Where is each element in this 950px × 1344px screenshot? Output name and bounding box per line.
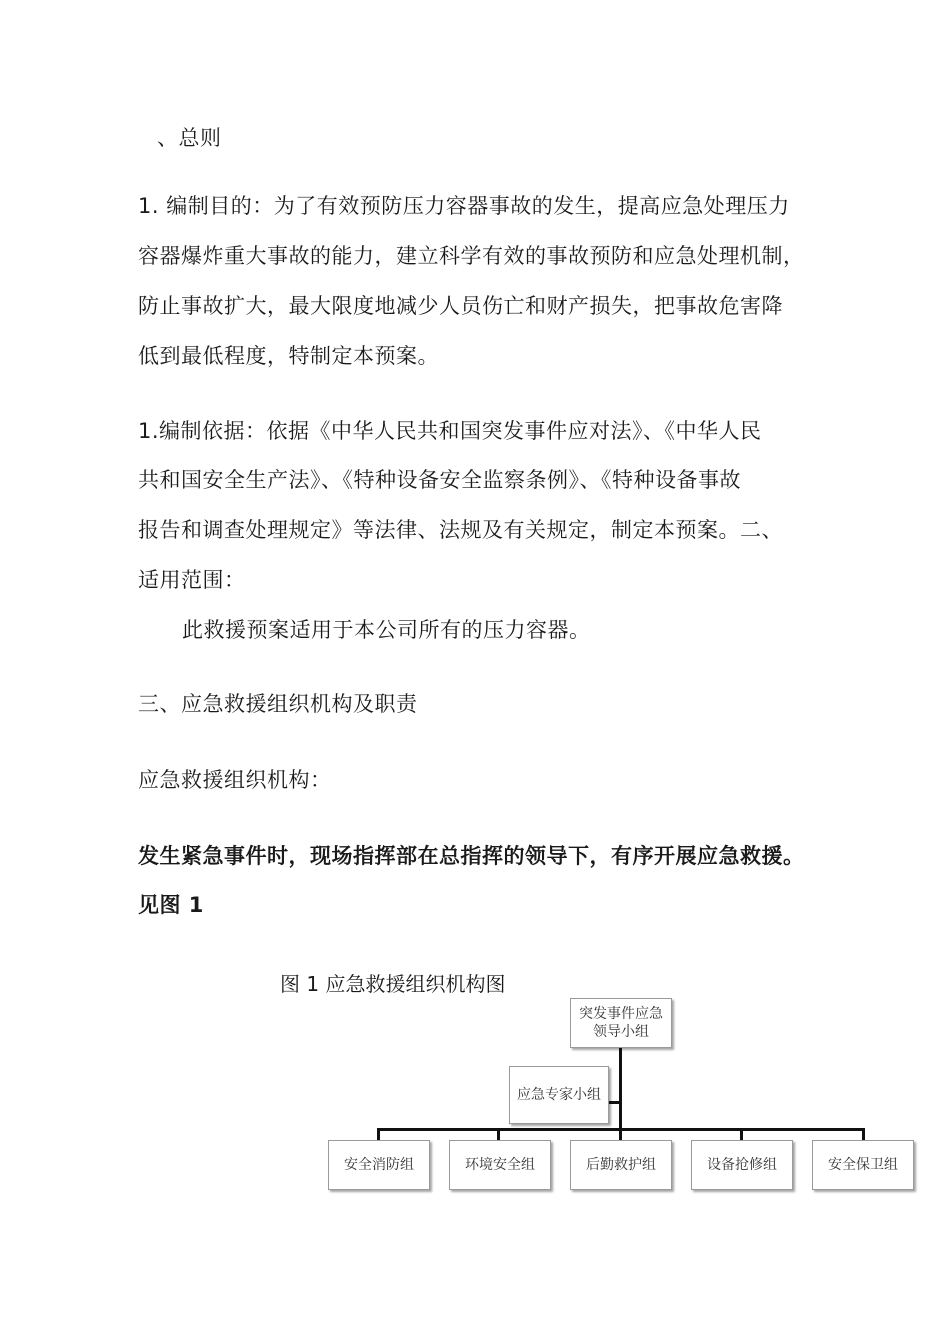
section-3-heading: 三、应急救援组织机构及职责: [138, 692, 418, 716]
group-box-logistics-rescue: [570, 1140, 672, 1190]
trunk-connector: [619, 1046, 622, 1130]
group-label: 后勤救护组: [586, 1157, 656, 1173]
expert-group-label: 应急专家小组: [517, 1087, 601, 1103]
purpose-line-4: 低到最低程度，特制定本预案。: [138, 344, 439, 368]
group-label: 安全保卫组: [828, 1157, 898, 1173]
basis-line-2: 共和国安全生产法》、《特种设备安全监察条例》、《特种设备事故: [138, 468, 741, 492]
figure-caption: 图 1 应急救援组织机构图: [280, 972, 506, 996]
leadership-group-line-1: 突发事件应急: [579, 1006, 663, 1022]
purpose-line-3: 防止事故扩大，最大限度地减少人员伤亡和财产损失，把事故危害降: [138, 294, 783, 318]
branch-drop-2: [497, 1128, 500, 1140]
leadership-group-box: [570, 998, 672, 1048]
basis-line-4: 适用范围：: [138, 568, 246, 592]
leadership-group-line-2: 领导小组: [593, 1024, 649, 1040]
branch-drop-3: [619, 1128, 622, 1140]
scope-text: 此救援预案适用于本公司所有的压力容器。: [182, 618, 591, 642]
expert-group-box: [509, 1066, 609, 1124]
purpose-line-2: 容器爆炸重大事故的能力，建立科学有效的事故预防和应急处理机制，: [138, 244, 805, 268]
org-heading: 应急救援组织机构：: [138, 768, 332, 792]
branch-drop-1: [377, 1128, 380, 1140]
purpose-line-1: 1. 编制目的：为了有效预防压力容器事故的发生，提高应急处理压力: [138, 194, 790, 218]
emergency-text-line-1: 发生紧急事件时，现场指挥部在总指挥的领导下，有序开展应急救援。: [138, 844, 805, 868]
basis-line-1: 1.编制依据：依据《中华人民共和国突发事件应对法》、《中华人民: [138, 419, 762, 443]
group-label: 设备抢修组: [707, 1157, 777, 1173]
group-box-equipment-repair: [691, 1140, 793, 1190]
section-1-heading: 、总则: [157, 126, 222, 150]
group-box-environment-safety: [449, 1140, 551, 1190]
emergency-text-line-2: 见图 1: [138, 893, 204, 917]
expert-connector: [608, 1101, 620, 1104]
branch-drop-5: [862, 1128, 865, 1140]
group-box-security: [812, 1140, 914, 1190]
branch-drop-4: [740, 1128, 743, 1140]
basis-line-3: 报告和调查处理规定》等法律、法规及有关规定，制定本预案。二、: [138, 518, 783, 542]
group-label: 安全消防组: [344, 1157, 414, 1173]
group-box-fire-safety: [328, 1140, 430, 1190]
group-label: 环境安全组: [465, 1157, 535, 1173]
